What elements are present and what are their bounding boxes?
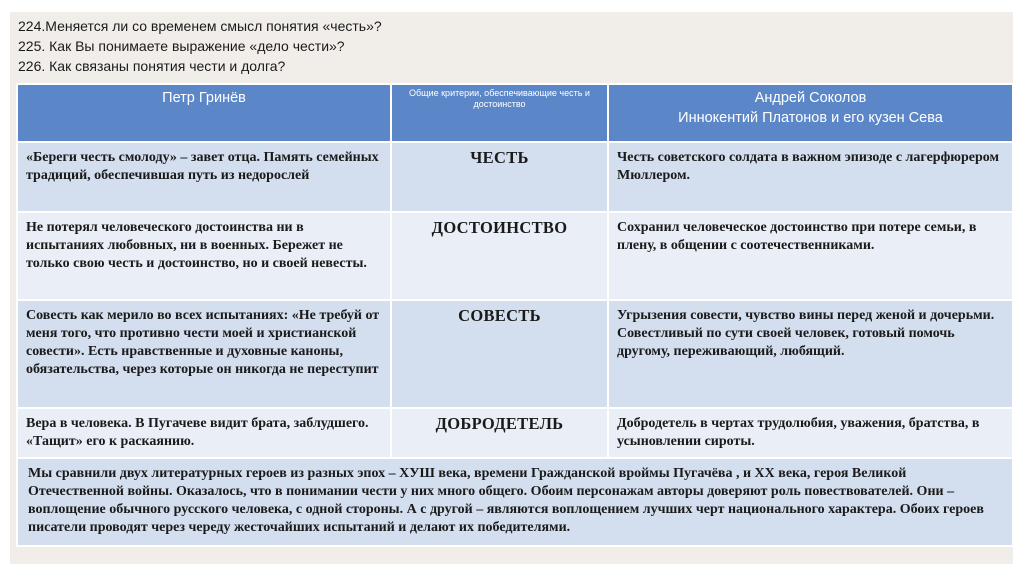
cell-sokolov-dignity: Сохранил человеческое достоинство при потере семьи, в плену, в общении с соотечественниками. <box>608 212 1013 300</box>
table-row-honor <box>17 142 1013 212</box>
cell-sokolov-honor: Честь советского солдата в важном эпизоде с лагерфюрером Мюллером. <box>608 142 1013 212</box>
comparison-table <box>16 83 1014 547</box>
table-row-virtue <box>17 408 1013 458</box>
cell-criterion-dignity: ДОСТОИНСТВО <box>391 212 608 300</box>
cell-grinev-honor: «Береги честь смолоду» – завет отца. Память семейных традиций, обеспечившая путь из недорослей <box>17 142 391 212</box>
header-criteria: Общие критерии, обеспечивающие честь и достоинство <box>391 84 608 142</box>
cell-grinev-conscience: Совесть как мерило во всех испытаниях: «Не требуй от меня того, что противно чести моей и христианской совести». Есть нравственные и духовные каноны, обязательства, через которые он никогда не переступит <box>17 300 391 408</box>
table-header-row <box>17 84 1013 142</box>
table-row-conscience <box>17 300 1013 408</box>
cell-sokolov-virtue: Добродетель в чертах трудолюбия, уважения, братства, в усыновлении сироты. <box>608 408 1013 458</box>
header-sokolov-line1: Андрей Соколов <box>754 90 867 106</box>
cell-grinev-virtue: Вера в человека. В Пугачеве видит брата, заблудшего. «Тащит» его к раскаянию. <box>17 408 391 458</box>
table-summary-row <box>17 458 1013 546</box>
header-sokolov <box>608 84 1013 142</box>
header-sokolov-line2: Иннокентий Платонов и его кузен Сева <box>678 110 943 126</box>
question-224: 224.Меняется ли со временем смысл понятия «честь»? <box>18 18 382 34</box>
cell-criterion-honor: ЧЕСТЬ <box>391 142 608 212</box>
questions-block <box>18 16 1008 76</box>
question-225: 225. Как Вы понимаете выражение «дело чести»? <box>18 38 345 54</box>
table-row-dignity <box>17 212 1013 300</box>
summary-text: Мы сравнили двух литературных героев из разных эпох – ХУШ века, времени Гражданской вроймы Пугачёва , и ХХ века, героя Великой Отечественной войны. Оказалось, что в понимании чести у них много общего. Обоим персонажам авторы доверяют роль повествователей. Они – воплощение обычного русского человека, с одной стороны. А с другой – являются воплощением лучших черт национального характера. Обоих героев писатели проводят через череду жесточайших испытаний и делают их победителями. <box>17 458 1013 546</box>
header-grinev: Петр Гринёв <box>17 84 391 142</box>
question-226: 226. Как связаны понятия чести и долга? <box>18 58 286 74</box>
cell-criterion-conscience: СОВЕСТЬ <box>391 300 608 408</box>
cell-criterion-virtue: ДОБРОДЕТЕЛЬ <box>391 408 608 458</box>
cell-grinev-dignity: Не потерял человеческого достоинства ни в испытаниях любовных, ни в военных. Бережет не только свою честь и достоинство, но и своей невесты. <box>17 212 391 300</box>
cell-sokolov-conscience: Угрызения совести, чувство вины перед женой и дочерьми. Совестливый по сути своей человек, готовый помочь другому, переживающий, любящий. <box>608 300 1013 408</box>
